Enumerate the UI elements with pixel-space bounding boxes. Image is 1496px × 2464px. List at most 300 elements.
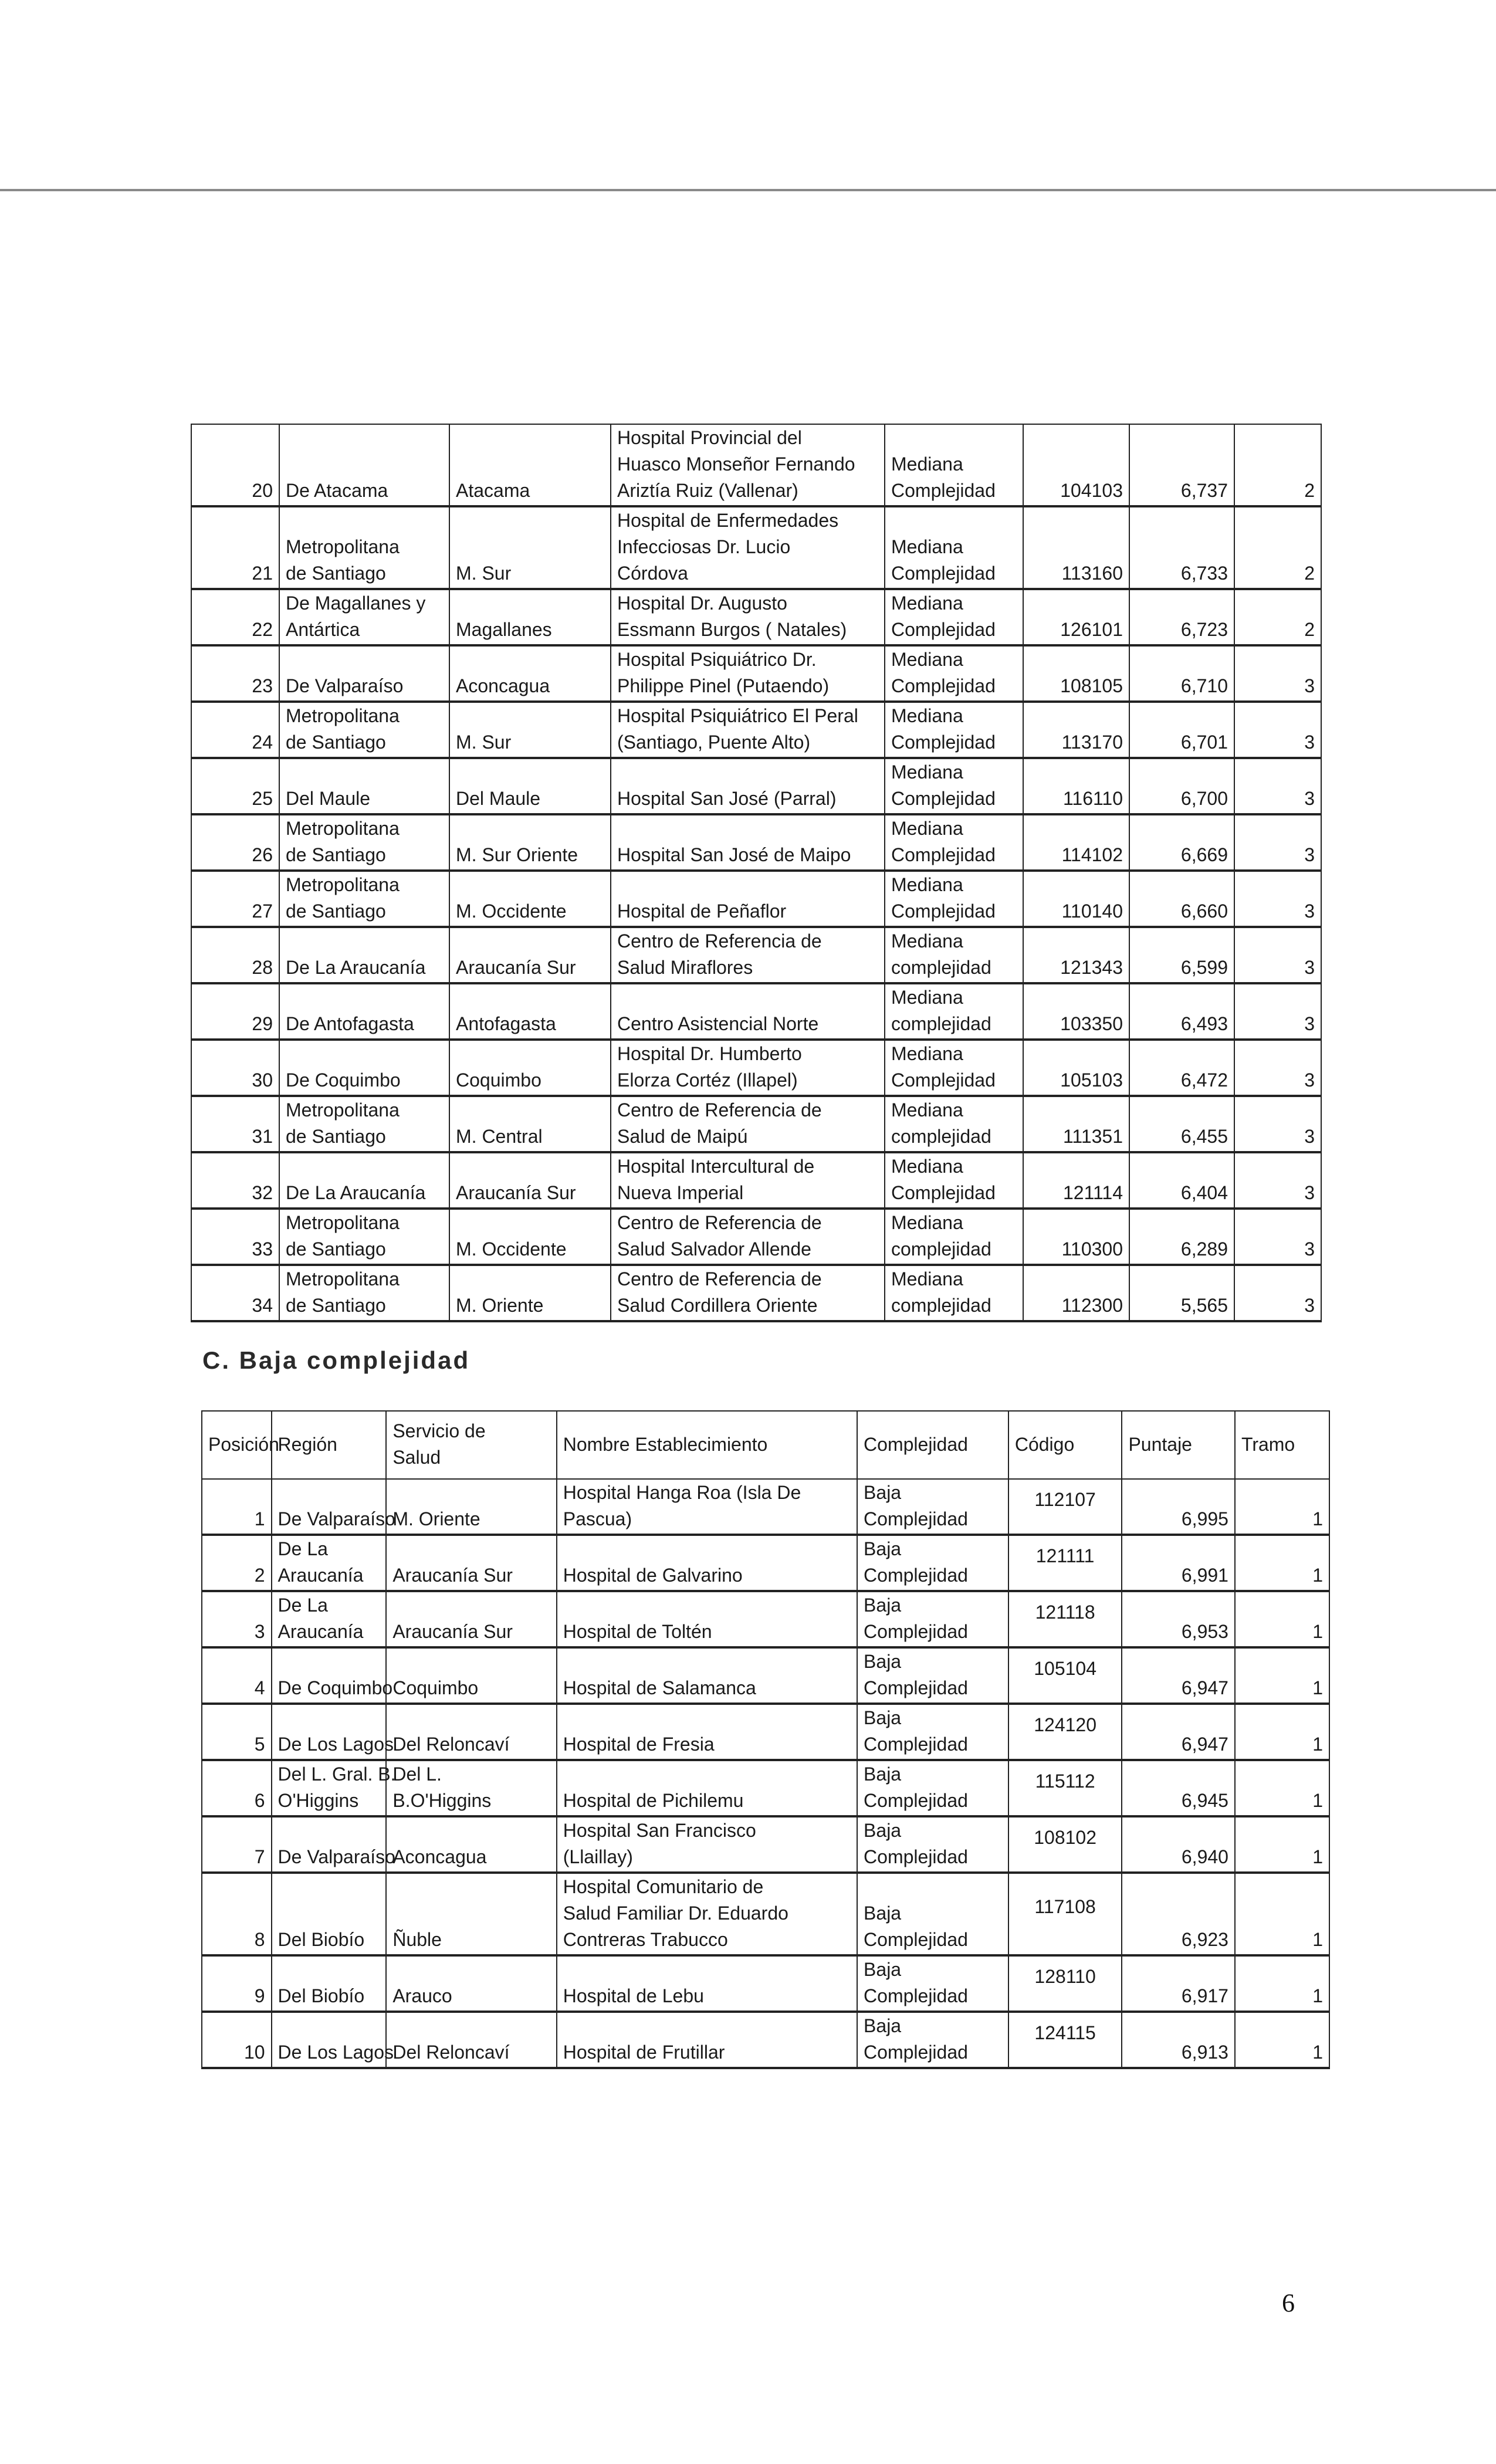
servicio-cell <box>449 927 611 983</box>
table-row <box>191 645 1321 702</box>
puntaje-cell: 6,995 <box>1122 1479 1235 1535</box>
servicio-cell <box>386 2012 556 2068</box>
cell-line: Código <box>1014 1433 1075 1455</box>
cell-line: Complejidad <box>864 1677 968 1698</box>
servicio-cell <box>386 1647 556 1704</box>
cell-line: Hospital San José de Maipo <box>617 844 851 865</box>
cell-line: Complejidad <box>891 563 996 584</box>
cell-line: Metropolitana <box>286 874 400 895</box>
tramo-cell: 3 <box>1234 1265 1321 1321</box>
cell-line: Mediana <box>891 593 963 614</box>
puntaje-cell: 6,923 <box>1122 1873 1235 1955</box>
page-number: 6 <box>1282 2289 1295 2317</box>
cell-line: Mediana <box>891 536 963 557</box>
section-heading: C. Baja complejidad <box>202 1346 471 1374</box>
position-cell: 21 <box>191 506 279 589</box>
position-cell: 30 <box>191 1040 279 1096</box>
complejidad-cell <box>885 927 1023 983</box>
cell-line: Complejidad <box>891 480 996 501</box>
baja-table-body <box>202 1479 1329 2068</box>
cell-line: Córdova <box>617 563 688 584</box>
cell-line: Hospital Comunitario de <box>563 1876 764 1897</box>
complejidad-cell <box>885 589 1023 645</box>
region-cell <box>272 1955 387 2012</box>
complejidad-cell <box>885 506 1023 589</box>
codigo-cell: 116110 <box>1023 758 1129 814</box>
establecimiento-cell <box>557 1535 857 1591</box>
position-cell: 9 <box>202 1955 272 2012</box>
establecimiento-cell <box>611 1209 885 1265</box>
cell-line: Atacama <box>456 480 530 501</box>
cell-line: Servicio de <box>392 1420 486 1441</box>
puntaje-cell: 6,700 <box>1129 758 1234 814</box>
region-cell <box>272 1704 394 1760</box>
cell-line: Hospital de Fresia <box>563 1734 715 1755</box>
cell-line: Salud de Maipú <box>617 1126 748 1147</box>
table-row <box>202 1591 1329 1647</box>
table-row <box>191 702 1321 758</box>
header-complejidad <box>857 1411 1008 1479</box>
position-cell: 1 <box>202 1479 272 1535</box>
region-cell <box>279 589 449 645</box>
codigo-cell: 110140 <box>1023 871 1129 927</box>
cell-line: Mediana <box>891 874 963 895</box>
servicio-cell <box>386 1479 556 1535</box>
cell-line: Hospital de Lebu <box>563 1985 704 2006</box>
complejidad-cell <box>885 758 1023 814</box>
establecimiento-cell <box>611 1040 885 1096</box>
cell-line: Complejidad <box>891 844 996 865</box>
table-row <box>202 1955 1329 2012</box>
cell-line: Centro de Referencia de <box>617 1099 822 1121</box>
cell-line: Hospital de Enfermedades <box>617 510 839 531</box>
codigo-cell: 128110 <box>1008 1955 1122 2012</box>
servicio-cell <box>386 1873 556 1955</box>
cell-line: (Santiago, Puente Alto) <box>617 732 811 753</box>
cell-line: Hospital Dr. Humberto <box>617 1043 802 1064</box>
table-row <box>191 983 1321 1040</box>
cell-line: Complejidad <box>864 1565 968 1586</box>
position-cell: 34 <box>191 1265 279 1321</box>
cell-line: complejidad <box>891 1238 991 1260</box>
codigo-cell: 121118 <box>1008 1591 1122 1647</box>
cell-line: Puntaje <box>1128 1433 1192 1455</box>
tramo-cell: 1 <box>1235 1704 1329 1760</box>
table-row <box>191 1152 1321 1209</box>
region-cell <box>279 1096 449 1152</box>
cell-line: Metropolitana <box>286 1099 400 1121</box>
cell-line: Araucanía <box>277 1621 364 1642</box>
servicio-cell <box>386 1591 556 1647</box>
servicio-cell <box>386 1704 556 1760</box>
cell-line: complejidad <box>891 1295 991 1316</box>
cell-line: Magallanes <box>456 619 552 640</box>
table-row <box>191 589 1321 645</box>
cell-line: Complejidad <box>864 1790 968 1811</box>
complejidad-cell <box>885 645 1023 702</box>
region-cell <box>279 1209 449 1265</box>
cell-line: Araucanía Sur <box>456 957 576 978</box>
region-cell <box>279 702 449 758</box>
servicio-cell <box>449 1040 611 1096</box>
mediana-complejidad-table <box>191 424 1322 1322</box>
complejidad-cell <box>857 1816 1008 1873</box>
cell-line: Centro de Referencia de <box>617 1212 822 1233</box>
cell-line: Hospital de Peñaflor <box>617 901 787 922</box>
puntaje-cell: 6,660 <box>1129 871 1234 927</box>
tramo-cell: 1 <box>1235 1479 1329 1535</box>
cell-line: Salud Salvador Allende <box>617 1238 811 1260</box>
puntaje-cell: 6,701 <box>1129 702 1234 758</box>
cell-line: de Santiago <box>286 901 386 922</box>
puntaje-cell: 6,599 <box>1129 927 1234 983</box>
cell-line: Hospital de Frutillar <box>563 2042 725 2063</box>
cell-line: Complejidad <box>891 619 996 640</box>
table-row <box>191 927 1321 983</box>
codigo-cell: 124120 <box>1008 1704 1122 1760</box>
cell-line: Hospital Hanga Roa (Isla De <box>563 1482 801 1503</box>
cell-line: Mediana <box>891 1212 963 1233</box>
codigo-cell: 113160 <box>1023 506 1129 589</box>
region-cell <box>279 1265 449 1321</box>
region-cell <box>279 1040 449 1096</box>
cell-line: Complejidad <box>864 1929 968 1950</box>
cell-line: De Coquimbo <box>286 1069 401 1091</box>
cell-line: Nombre Establecimiento <box>563 1433 768 1455</box>
puntaje-cell: 6,710 <box>1129 645 1234 702</box>
servicio-cell <box>449 1152 611 1209</box>
cell-line: Baja <box>864 1538 902 1559</box>
establecimiento-cell <box>611 424 885 506</box>
codigo-cell: 121343 <box>1023 927 1129 983</box>
tramo-cell: 3 <box>1234 1096 1321 1152</box>
tramo-cell: 1 <box>1235 1760 1329 1816</box>
puntaje-cell: 6,947 <box>1122 1704 1235 1760</box>
establecimiento-cell <box>557 1704 857 1760</box>
cell-line: Nueva Imperial <box>617 1182 744 1203</box>
codigo-cell: 124115 <box>1008 2012 1122 2068</box>
cell-line: Hospital Psiquiátrico Dr. <box>617 649 817 670</box>
cell-line: de Santiago <box>286 1295 386 1316</box>
tramo-cell: 3 <box>1234 814 1321 871</box>
cell-line: De Los Lagos <box>277 2042 394 2063</box>
codigo-cell: 111351 <box>1023 1096 1129 1152</box>
table-row <box>191 1265 1321 1321</box>
cell-line: Del Biobío <box>277 1929 365 1950</box>
servicio-cell <box>449 871 611 927</box>
baja-complejidad-table <box>201 1410 1330 2069</box>
position-cell: 2 <box>202 1535 272 1591</box>
tramo-cell: 3 <box>1234 1040 1321 1096</box>
servicio-cell <box>449 1209 611 1265</box>
header-posicion <box>202 1411 279 1479</box>
cell-line: Mediana <box>891 1099 963 1121</box>
tramo-cell: 3 <box>1234 702 1321 758</box>
codigo-cell: 104103 <box>1023 424 1129 506</box>
puntaje-cell: 6,404 <box>1129 1152 1234 1209</box>
region-cell <box>279 983 449 1040</box>
region-cell <box>272 1873 387 1955</box>
cell-line: Complejidad <box>891 732 996 753</box>
establecimiento-cell <box>557 1760 857 1816</box>
complejidad-cell <box>885 1096 1023 1152</box>
servicio-cell <box>449 424 611 506</box>
cell-line: Philippe Pinel (Putaendo) <box>617 675 830 696</box>
cell-line: Del L. Gral. B. <box>277 1764 396 1785</box>
cell-line: De Los Lagos <box>277 1734 394 1755</box>
cell-line: Araucanía Sur <box>392 1565 513 1586</box>
cell-line: Baja <box>864 1595 902 1616</box>
cell-line: Metropolitana <box>286 705 400 726</box>
complejidad-cell <box>885 424 1023 506</box>
position-cell: 32 <box>191 1152 279 1209</box>
cell-line: Coquimbo <box>392 1677 479 1698</box>
puntaje-cell: 6,917 <box>1122 1955 1235 2012</box>
establecimiento-cell <box>611 1265 885 1321</box>
codigo-cell: 108105 <box>1023 645 1129 702</box>
establecimiento-cell <box>611 645 885 702</box>
table-row <box>191 871 1321 927</box>
servicio-cell <box>386 1816 556 1873</box>
cell-line: Hospital San Francisco <box>563 1820 756 1841</box>
tramo-cell: 3 <box>1234 983 1321 1040</box>
puntaje-cell: 6,913 <box>1122 2012 1235 2068</box>
cell-line: Araucanía Sur <box>456 1182 576 1203</box>
servicio-cell <box>449 758 611 814</box>
tramo-cell: 1 <box>1235 1591 1329 1647</box>
cell-line: M. Oriente <box>392 1508 480 1529</box>
servicio-cell <box>449 506 611 589</box>
complejidad-cell <box>857 1704 1008 1760</box>
puntaje-cell: 6,493 <box>1129 983 1234 1040</box>
position-cell: 6 <box>202 1760 272 1816</box>
cell-line: Mediana <box>891 649 963 670</box>
cell-line: Mediana <box>891 705 963 726</box>
region-cell <box>272 1760 396 1816</box>
puntaje-cell: 5,565 <box>1129 1265 1234 1321</box>
cell-line: De La <box>277 1595 328 1616</box>
cell-line: Centro de Referencia de <box>617 930 822 952</box>
cell-line: Essmann Burgos ( Natales) <box>617 619 847 640</box>
table-row <box>202 1647 1329 1704</box>
puntaje-cell: 6,737 <box>1129 424 1234 506</box>
codigo-cell: 105103 <box>1023 1040 1129 1096</box>
cell-line: M. Occidente <box>456 1238 567 1260</box>
establecimiento-cell <box>611 506 885 589</box>
cell-line: Hospital Psiquiátrico El Peral <box>617 705 858 726</box>
tramo-cell: 3 <box>1234 1209 1321 1265</box>
table-row <box>191 424 1321 506</box>
servicio-cell <box>386 1535 556 1591</box>
tramo-cell: 1 <box>1235 2012 1329 2068</box>
position-cell: 27 <box>191 871 279 927</box>
puntaje-cell: 6,472 <box>1129 1040 1234 1096</box>
cell-line: Complejidad <box>864 1734 968 1755</box>
cell-line: M. Central <box>456 1126 543 1147</box>
establecimiento-cell <box>611 589 885 645</box>
cell-line: De La Araucanía <box>286 957 426 978</box>
cell-line: De Coquimbo <box>277 1677 393 1698</box>
establecimiento-cell <box>611 702 885 758</box>
cell-line: Mediana <box>891 930 963 952</box>
tramo-cell: 3 <box>1234 758 1321 814</box>
cell-line: Arauco <box>392 1985 452 2006</box>
complejidad-cell <box>857 2012 1008 2068</box>
cell-line: Baja <box>864 1482 902 1503</box>
cell-line: Hospital San José (Parral) <box>617 788 837 809</box>
cell-line: de Santiago <box>286 732 386 753</box>
header-servicio-de-salud <box>386 1411 556 1479</box>
region-cell <box>279 1152 449 1209</box>
cell-line: M. Occidente <box>456 901 567 922</box>
complejidad-cell <box>885 1152 1023 1209</box>
puntaje-cell: 6,991 <box>1122 1535 1235 1591</box>
tramo-cell: 1 <box>1235 1816 1329 1873</box>
cell-line: Posición <box>208 1433 279 1455</box>
establecimiento-cell <box>557 1955 857 2012</box>
codigo-cell: 110300 <box>1023 1209 1129 1265</box>
region-cell <box>279 871 449 927</box>
table-row <box>202 1535 1329 1591</box>
codigo-cell: 115112 <box>1008 1760 1122 1816</box>
codigo-cell: 114102 <box>1023 814 1129 871</box>
puntaje-cell: 6,733 <box>1129 506 1234 589</box>
puntaje-cell: 6,945 <box>1122 1760 1235 1816</box>
establecimiento-cell <box>611 1096 885 1152</box>
tramo-cell: 1 <box>1235 1647 1329 1704</box>
cell-line: M. Sur Oriente <box>456 844 578 865</box>
cell-line: Antofagasta <box>456 1013 556 1034</box>
servicio-cell <box>449 702 611 758</box>
cell-line: Hospital Provincial del <box>617 427 802 448</box>
position-cell: 5 <box>202 1704 272 1760</box>
table-row <box>202 1816 1329 1873</box>
codigo-cell: 113170 <box>1023 702 1129 758</box>
region-cell <box>279 506 449 589</box>
cell-line: Araucanía <box>277 1565 364 1586</box>
establecimiento-cell <box>557 1591 857 1647</box>
cell-line: complejidad <box>891 1126 991 1147</box>
servicio-cell <box>449 983 611 1040</box>
position-cell: 22 <box>191 589 279 645</box>
cell-line: O'Higgins <box>277 1790 359 1811</box>
establecimiento-cell <box>611 1152 885 1209</box>
cell-line: Metropolitana <box>286 536 400 557</box>
position-cell: 4 <box>202 1647 272 1704</box>
tramo-cell: 3 <box>1234 645 1321 702</box>
servicio-cell <box>386 1760 556 1816</box>
establecimiento-cell <box>557 1647 857 1704</box>
establecimiento-cell <box>557 2012 857 2068</box>
cell-line: Hospital de Galvarino <box>563 1565 743 1586</box>
cell-line: Elorza Cortéz (Illapel) <box>617 1069 798 1091</box>
cell-line: Complejidad <box>891 1069 996 1091</box>
complejidad-cell <box>857 1591 1008 1647</box>
position-cell: 24 <box>191 702 279 758</box>
header-tramo <box>1235 1411 1329 1479</box>
complejidad-cell <box>857 1647 1008 1704</box>
cell-line: Hospital Dr. Augusto <box>617 593 787 614</box>
cell-line: Del Maule <box>286 788 371 809</box>
complejidad-cell <box>885 1040 1023 1096</box>
establecimiento-cell <box>611 927 885 983</box>
region-cell <box>279 814 449 871</box>
cell-line: Complejidad <box>864 1433 968 1455</box>
position-cell: 10 <box>202 2012 272 2068</box>
region-cell <box>272 1647 393 1704</box>
position-cell: 26 <box>191 814 279 871</box>
cell-line: De La <box>277 1538 328 1559</box>
cell-line: Mediana <box>891 818 963 839</box>
establecimiento-cell <box>611 983 885 1040</box>
region-cell <box>279 927 449 983</box>
cell-line: de Santiago <box>286 1238 386 1260</box>
complejidad-cell <box>885 1209 1023 1265</box>
position-cell: 23 <box>191 645 279 702</box>
complejidad-cell <box>885 983 1023 1040</box>
tramo-cell: 1 <box>1235 1535 1329 1591</box>
establecimiento-cell <box>611 871 885 927</box>
cell-line: Pascua) <box>563 1508 632 1529</box>
puntaje-cell: 6,289 <box>1129 1209 1234 1265</box>
complejidad-cell <box>885 702 1023 758</box>
cell-line: Complejidad <box>864 1508 968 1529</box>
tramo-cell: 2 <box>1234 506 1321 589</box>
cell-line: Complejidad <box>864 1985 968 2006</box>
header-puntaje <box>1122 1411 1235 1479</box>
cell-line: Baja <box>864 1959 902 1980</box>
region-cell <box>272 2012 394 2068</box>
cell-line: Mediana <box>891 453 963 475</box>
puntaje-cell: 6,953 <box>1122 1591 1235 1647</box>
table-row <box>191 814 1321 871</box>
cell-line: M. Oriente <box>456 1295 544 1316</box>
cell-line: Infecciosas Dr. Lucio <box>617 536 791 557</box>
cell-line: Baja <box>864 1651 902 1672</box>
complejidad-cell <box>857 1873 1008 1955</box>
complejidad-cell <box>857 1955 1008 2012</box>
cell-line: Del Reloncaví <box>392 1734 510 1755</box>
header-nombre-establecimiento <box>557 1411 857 1479</box>
region-cell <box>272 1816 395 1873</box>
cell-line: Salud Familiar Dr. Eduardo <box>563 1903 788 1924</box>
cell-line: de Santiago <box>286 844 386 865</box>
tramo-cell: 3 <box>1234 927 1321 983</box>
cell-line: Del L. <box>392 1764 442 1785</box>
codigo-cell: 121111 <box>1008 1535 1122 1591</box>
cell-line: (Llaillay) <box>563 1846 633 1867</box>
region-cell <box>272 1479 395 1535</box>
servicio-cell <box>449 814 611 871</box>
position-cell: 28 <box>191 927 279 983</box>
table-row <box>202 1760 1329 1816</box>
establecimiento-cell <box>611 758 885 814</box>
tramo-cell: 2 <box>1234 424 1321 506</box>
cell-line: Región <box>277 1433 337 1455</box>
cell-line: Mediana <box>891 1156 963 1177</box>
cell-line: Araucanía Sur <box>392 1621 513 1642</box>
cell-line: de Santiago <box>286 563 386 584</box>
puntaje-cell: 6,455 <box>1129 1096 1234 1152</box>
cell-line: Complejidad <box>891 788 996 809</box>
cell-line: Del Reloncaví <box>392 2042 510 2063</box>
cell-line: De Atacama <box>286 480 388 501</box>
establecimiento-cell <box>557 1873 857 1955</box>
cell-line: Mediana <box>891 1268 963 1289</box>
cell-line: Salud Cordillera Oriente <box>617 1295 818 1316</box>
servicio-cell <box>449 1096 611 1152</box>
cell-line: Hospital Intercultural de <box>617 1156 815 1177</box>
